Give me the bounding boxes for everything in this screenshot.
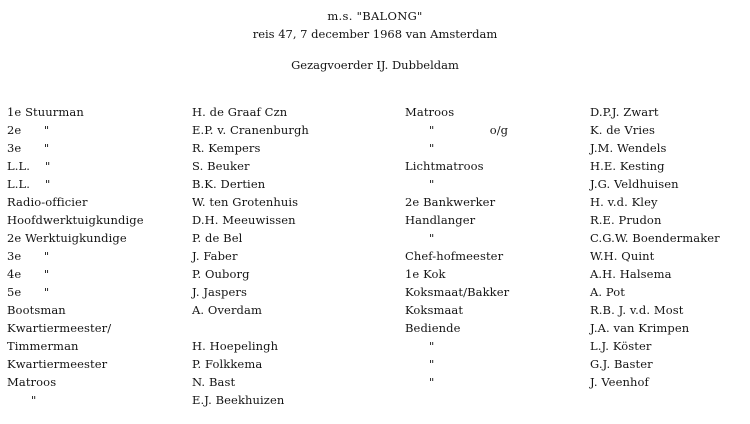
rank-entry: Koksmaat/Bakker <box>405 285 510 299</box>
rank-entry: 5e " <box>7 285 50 299</box>
rank-entry: 1e Stuurman <box>7 105 84 119</box>
crew-name: J.A. van Krimpen <box>590 321 690 335</box>
crew-name: A. Overdam <box>192 303 262 317</box>
crew-name: W.H. Quint <box>590 249 655 263</box>
rank-column-left <box>7 103 144 409</box>
name-column-right <box>590 103 720 391</box>
crew-name: P. de Bel <box>192 231 243 245</box>
rank-entry: 4e " <box>7 267 50 281</box>
rank-entry: 2e " <box>7 123 50 137</box>
rank-column-right <box>405 103 509 391</box>
captain-line: Gezagvoerder IJ. Dubbeldam <box>291 58 459 72</box>
ditto-mark: " <box>429 141 435 155</box>
crew-name: J.M. Wendels <box>590 141 667 155</box>
crew-name: B.K. Dertien <box>192 177 266 191</box>
crew-name: W. ten Grotenhuis <box>192 195 299 209</box>
crew-name: E.P. v. Cranenburgh <box>192 123 309 137</box>
rank-entry: Koksmaat <box>405 303 464 317</box>
rank-entry: 1e Kok <box>405 267 446 281</box>
crew-name: D.P.J. Zwart <box>590 105 659 119</box>
crew-name: L.J. Köster <box>590 339 652 353</box>
rank-entry: 3e " <box>7 249 50 263</box>
spacer <box>192 319 309 337</box>
crew-name: D.H. Meeuwissen <box>192 213 296 227</box>
rank-entry: Matroos <box>7 375 57 389</box>
rank-entry: L.L. " <box>7 177 51 191</box>
crew-name: R.E. Prudon <box>590 213 662 227</box>
ditto-mark: " <box>429 123 435 137</box>
rank-entry: Kwartiermeester <box>7 357 108 371</box>
crew-name: C.G.W. Boendermaker <box>590 231 720 245</box>
rank-entry: Bootsman <box>7 303 66 317</box>
crew-name: R. Kempers <box>192 141 261 155</box>
ditto-mark: " <box>429 177 435 191</box>
rank-entry: Matroos <box>405 105 455 119</box>
ditto-mark: " <box>429 375 435 389</box>
ditto-mark: " <box>429 231 435 245</box>
rank-entry: Hoofdwerktuigkundige <box>7 213 144 227</box>
rank-entry <box>405 121 509 139</box>
rank-entry: 2e Bankwerker <box>405 195 496 209</box>
ditto-mark: " <box>429 339 435 353</box>
rank-entry: L.L. " <box>7 159 51 173</box>
rank-entry: Lichtmatroos <box>405 159 484 173</box>
crew-name: H. de Graaf Czn <box>192 105 288 119</box>
og-note: o/g <box>489 123 509 137</box>
crew-name: J. Veenhof <box>590 375 649 389</box>
crew-name: E.J. Beekhuizen <box>192 393 285 407</box>
rank-entry: Chef-hofmeester <box>405 249 504 263</box>
voyage-line: reis 47, 7 december 1968 van Amsterdam <box>252 27 498 41</box>
crew-name: P. Ouborg <box>192 267 250 281</box>
crew-name: P. Folkkema <box>192 357 263 371</box>
rank-entry: 2e Werktuigkundige <box>7 231 127 245</box>
crew-name: H.E. Kesting <box>590 159 665 173</box>
crew-name: S. Beuker <box>192 159 250 173</box>
ship-name: m.s. "BALONG" <box>327 9 423 23</box>
rank-entry: Kwartiermeester/ <box>7 321 112 335</box>
rank-entry: Radio-officier <box>7 195 88 209</box>
crew-name: N. Bast <box>192 375 236 389</box>
rank-entry: 3e " <box>7 141 50 155</box>
crew-name: A. Pot <box>590 285 626 299</box>
crew-name: R.B. J. v.d. Most <box>590 303 684 317</box>
crew-name: G.J. Baster <box>590 357 653 371</box>
ditto-mark: " <box>429 357 435 371</box>
crew-name: H. v.d. Kley <box>590 195 658 209</box>
crew-name: J.G. Veldhuisen <box>590 177 679 191</box>
rank-entry: Bediende <box>405 321 461 335</box>
crew-name: A.H. Halsema <box>590 267 672 281</box>
rank-entry: Timmerman <box>7 339 79 353</box>
rank-entry: " <box>31 393 37 407</box>
rank-entry: Handlanger <box>405 213 476 227</box>
crew-name: J. Faber <box>192 249 238 263</box>
crew-name: K. de Vries <box>590 123 656 137</box>
name-column-left <box>192 103 309 409</box>
crew-name: J. Jaspers <box>192 285 247 299</box>
crew-name: H. Hoepelingh <box>192 339 279 353</box>
